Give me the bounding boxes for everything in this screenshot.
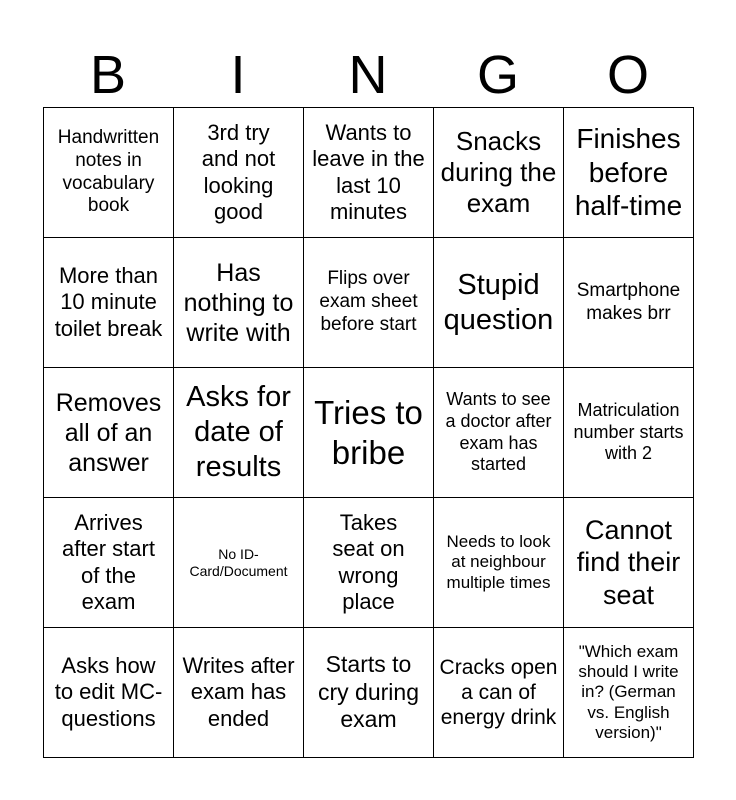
header-letter-i: I	[230, 45, 246, 105]
bingo-cell[interactable]	[44, 368, 174, 498]
cell-text: Snacks during the exam	[440, 125, 557, 219]
bingo-cell[interactable]	[44, 238, 174, 368]
bingo-cell[interactable]	[44, 108, 174, 238]
header-letter-b: B	[89, 45, 127, 105]
cell-text: Flips over exam sheet before start	[319, 268, 418, 335]
cell-text: Handwritten notes in vocabulary book	[57, 126, 160, 217]
cell-text: Has nothing to write with	[183, 258, 294, 347]
bingo-header	[43, 42, 693, 108]
bingo-cell[interactable]	[44, 498, 174, 628]
bingo-board	[43, 107, 694, 758]
bingo-cell[interactable]	[434, 238, 564, 368]
bingo-cell[interactable]	[564, 108, 694, 238]
bingo-cell[interactable]	[434, 368, 564, 498]
cell-text: Tries to bribe	[314, 393, 423, 471]
cell-text: 3rd try and not looking good	[201, 119, 276, 224]
cell-text: Arrives after start of the exam	[62, 509, 155, 614]
cell-text: Wants to leave in the last 10 minutes	[312, 119, 425, 224]
bingo-cell[interactable]	[174, 108, 304, 238]
cell-text: Cracks open a can of energy drink	[439, 655, 558, 730]
header-letter-g: G	[476, 45, 519, 105]
cell-text: "Which exam should I write in? (German vs. English version)"	[578, 641, 679, 743]
bingo-cell[interactable]	[304, 238, 434, 368]
cell-text: Removes all of an answer	[55, 388, 162, 477]
bingo-cell[interactable]	[304, 628, 434, 758]
bingo-cell[interactable]	[564, 238, 694, 368]
cell-text: Writes after exam has ended	[182, 652, 295, 731]
bingo-cell[interactable]	[564, 368, 694, 498]
cell-text: Starts to cry during exam	[318, 651, 419, 733]
cell-text: Stupid question	[443, 268, 554, 336]
cell-text: Finishes before half-time	[574, 123, 683, 222]
cell-text: Matriculation number starts with 2	[573, 400, 684, 464]
bingo-cell[interactable]	[174, 498, 304, 628]
cell-text: Needs to look at neighbour multiple times	[446, 531, 551, 592]
bingo-cell[interactable]	[434, 628, 564, 758]
header-letter-o: O	[606, 45, 649, 105]
header-letter-n: N	[348, 45, 388, 105]
bingo-cell[interactable]	[44, 628, 174, 758]
cell-text: Asks for date of results	[186, 381, 291, 483]
bingo-cell[interactable]	[174, 628, 304, 758]
bingo-cell[interactable]	[434, 108, 564, 238]
cell-text: Wants to see a doctor after exam has started	[445, 389, 552, 475]
cell-text: Cannot find their seat	[576, 514, 681, 610]
bingo-cell[interactable]	[174, 238, 304, 368]
cell-text: No ID-Card/Document	[189, 545, 288, 579]
cell-text: Asks how to edit MC-questions	[54, 652, 163, 731]
cell-text: More than 10 minute toilet break	[54, 262, 163, 341]
bingo-cell[interactable]	[564, 628, 694, 758]
cell-text: Smartphone makes brr	[576, 279, 681, 324]
bingo-cell[interactable]	[564, 498, 694, 628]
bingo-cell[interactable]	[304, 368, 434, 498]
cell-text: Takes seat on wrong place	[332, 509, 405, 614]
bingo-cell[interactable]	[304, 498, 434, 628]
bingo-cell[interactable]	[434, 498, 564, 628]
bingo-cell[interactable]	[174, 368, 304, 498]
bingo-cell[interactable]	[304, 108, 434, 238]
